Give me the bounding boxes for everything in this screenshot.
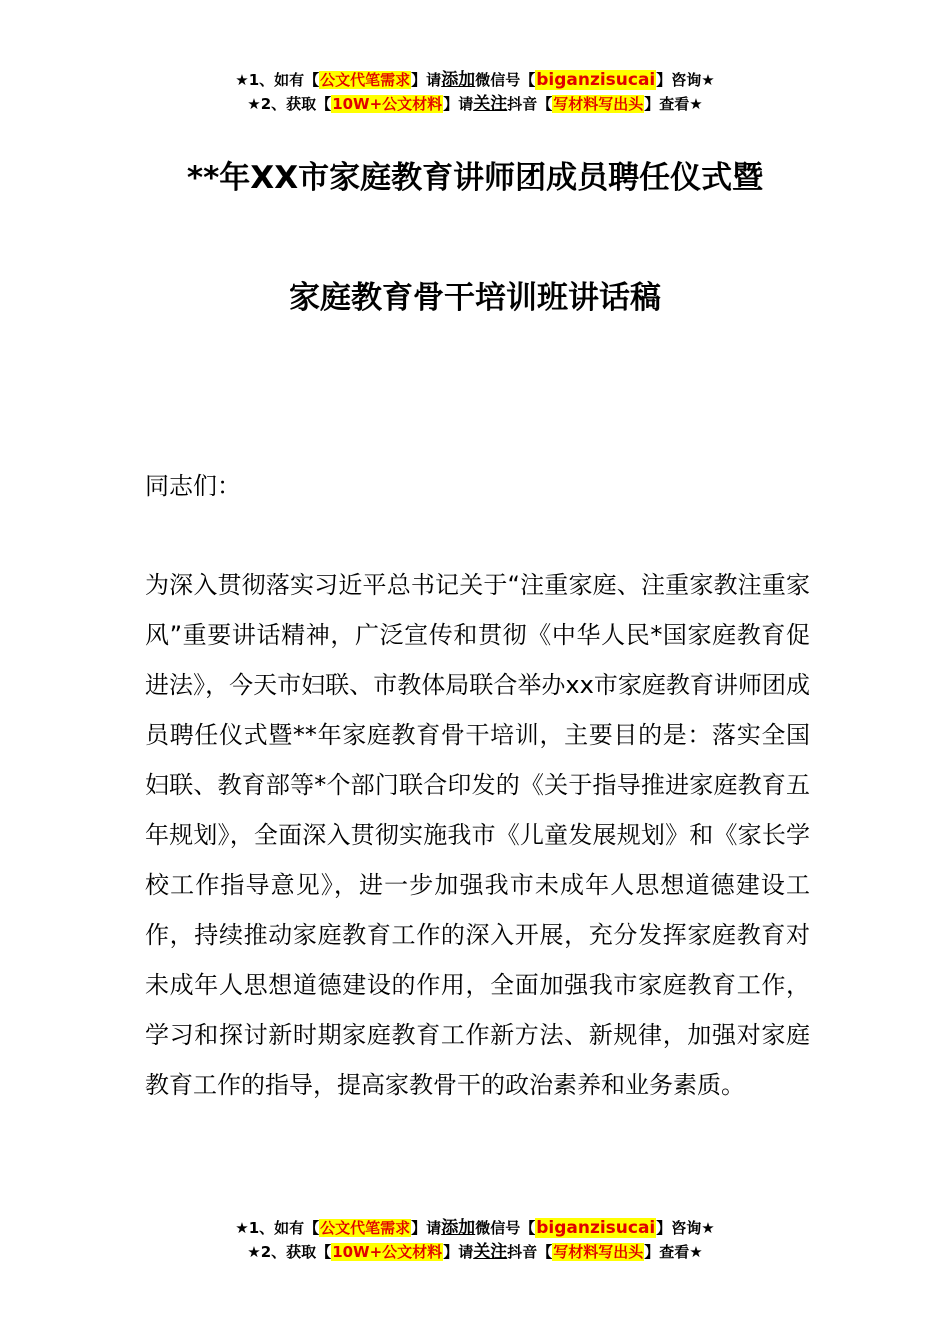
document-title-line-2: 家庭教育骨干培训班讲话稿	[289, 280, 661, 316]
banner-text: 】咨询★	[656, 71, 715, 89]
salutation: 同志们：	[145, 472, 241, 500]
banner-text: 微信号【	[475, 71, 536, 89]
body-paragraph: 为深入贯彻落实习近平总书记关于“注重家庭、注重家教注重家风”重要讲话精神，广泛宣传和贯彻《中华人民*国家庭教育促进法》，今天市妇联、市教体局联合举办xx市家庭教育讲师团成员聘任仪式暨**年家庭教育骨干培训，主要目的是：落实全国妇联、教育部等*个部门联合印发的《关于指导推进家庭教育五年规划》，全面深入贯彻实施我市《儿童发展规划》和《家长学校工作指导意见》，进一步加强我市未成年人思想道德建设工作，持续推动家庭教育工作的深入开展，充分发挥家庭教育对未成年人思想道德建设的作用，全面加强我市家庭教育工作，学习和探讨新时期家庭教育工作新方法、新规律，加强对家庭教育工作的指导，提高家教骨干的政治素养和业务素质。	[145, 571, 810, 1099]
banner-text: 】请	[411, 71, 442, 89]
banner-line-2	[0, 1240, 950, 1264]
banner-highlight: 10W+公文材料	[332, 95, 443, 113]
banner-wechat-id: biganzisucai	[536, 70, 656, 90]
banner-text: 】请	[411, 1219, 442, 1237]
banner-emphasis: 添加	[441, 70, 476, 90]
banner-highlight: 写材料写出头	[553, 1243, 644, 1261]
banner-emphasis: 关注	[473, 94, 508, 114]
banner-wechat-id: biganzisucai	[536, 1218, 656, 1238]
banner-text: 抖音【	[507, 1243, 553, 1261]
banner-text: ★2、获取【	[247, 95, 332, 113]
banner-text: 】咨询★	[656, 1219, 715, 1237]
banner-text: ★1、如有【	[235, 1219, 320, 1237]
banner-text: ★1、如有【	[235, 71, 320, 89]
banner-highlight: 公文代笔需求	[320, 71, 411, 89]
banner-highlight: 公文代笔需求	[320, 1219, 411, 1237]
banner-text: 抖音【	[507, 95, 553, 113]
banner-line-1	[0, 1216, 950, 1240]
banner-line-1	[0, 68, 950, 92]
banner-text: 】查看★	[644, 1243, 703, 1261]
header-banner	[0, 68, 950, 116]
banner-highlight: 10W+公文材料	[332, 1243, 443, 1261]
banner-text: 】请	[443, 1243, 474, 1261]
footer-banner	[0, 1216, 950, 1264]
banner-text: ★2、获取【	[247, 1243, 332, 1261]
document-title-line-1: **年XX市家庭教育讲师团成员聘任仪式暨	[186, 160, 764, 196]
banner-text: 】请	[443, 95, 474, 113]
banner-emphasis: 添加	[441, 1218, 476, 1238]
banner-text: 】查看★	[644, 95, 703, 113]
banner-line-2	[0, 92, 950, 116]
banner-text: 微信号【	[475, 1219, 536, 1237]
banner-emphasis: 关注	[473, 1242, 508, 1262]
banner-highlight: 写材料写出头	[553, 95, 644, 113]
